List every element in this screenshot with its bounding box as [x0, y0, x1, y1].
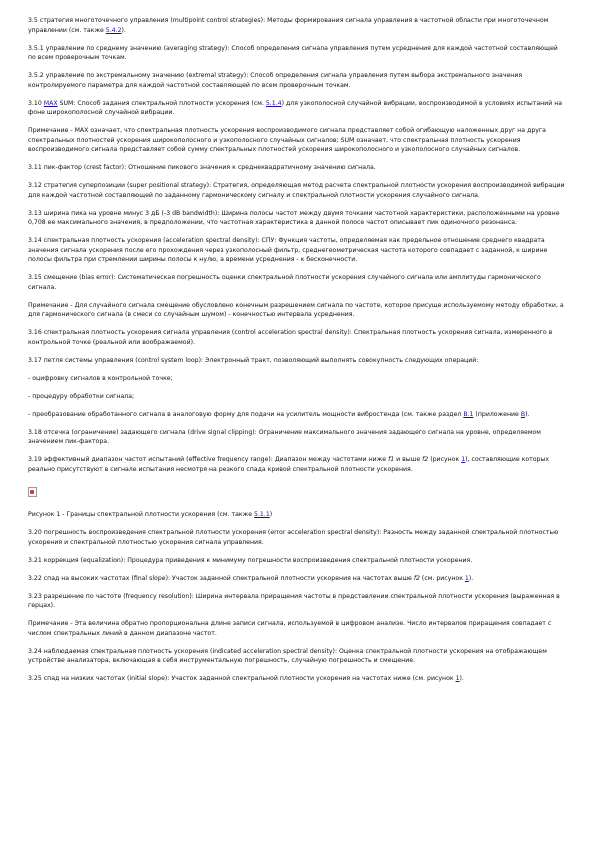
paragraph-3-22: 3.22 спад на высоких частотах (final slope): Участок заданной спектральной плотности ускорения на частотах выше f2 (см. рисунок 1). [28, 574, 474, 582]
link-figure-1[interactable]: 1 [464, 574, 469, 582]
list-item-digitization: - оцифровку сигналов в контрольной точке; [28, 374, 173, 382]
paragraph-3-14: 3.14 спектральная плотность ускорения (acceleration spectral density): СПУ: Функция частоты, определяемая как предельное отношение среднего квадрата значения сигнала ускорения после его прохождения через узкополосный фильтр, среднегеометрическая частота которого совпадает с заданной, к ширине полосы фильтра при стремлении ширины полосы к нулю, а времени усреднения - к бесконечности. [28, 237, 548, 263]
paragraph-3-16: 3.16 спектральная плотность ускорения сигнала управления (control acceleration spectral density): Спектральная плотность ускорения сигнала, измеренного в контрольной точке (реальной или воображаемой). [28, 329, 553, 346]
list-item-processing: - процедуру обработки сигнала; [28, 392, 135, 400]
note-frequency-resolution: Примечание - Эта величина обратно пропорциональна длине записи сигнала, используемой в цифровом анализе. Число интервалов приращения совпадает с числом спектральных линий в данном диапазоне частот. [28, 620, 552, 637]
paragraph-3-15: 3.15 смещение (bias error): Систематическая погрешность оценки спектральной плотности ускорения случайного сигнала или амплитуды гармонического сигнала. [28, 274, 541, 291]
paragraph-3-5-2: 3.5.2 управление по экстремальному значению (extremal strategy): Способ определения сигнала управления путем выбора экстремального значения контролируемого параметра для каждой частотной составляющей по всем проверочным точкам. [28, 72, 523, 89]
paragraph-3-19: 3.19 эффективный диапазон частот испытаний (effective frequency range): Диапазон между частотами ниже f1 и выше f2 (рисунок 1), составляющие которых реально присутствуют в сигнале испытания несмотря на резкого спада кривой спектральной плотности ускорения. [28, 456, 550, 473]
note-max-sum: Примечание - MAX означает, что спектральная плотность ускорения воспроизводимого сигнала представляет собой огибающую наложенных друг на друга спектральных плотностей ускорения широкополосного и узкополосного случайных сигналов; SUM означает, что спектральная плотность ускорения воспроизводимого сигнала представляет собой сумму спектральных плотностей ускорения широкополосного и узкополосного случайных сигналов. [28, 127, 546, 153]
note-bias-error: Примечание - Для случайного сигнала смещение обусловлено конечным разрешением сигнала по частоте, которое присуще используемому методу обработки, а для гармонического сигнала (в смеси со случайным шумом) - конечностью интервала усреднения. [28, 301, 564, 318]
link-5-1-4[interactable]: 5.1.4 [265, 99, 282, 107]
paragraph-3-5: 3.5 стратегия многоточечного управления (multipoint control strategies): Методы формирования сигнала управления в частотной области при многоточечном управлении (см. также 5.4.2). [28, 17, 549, 34]
paragraph-3-18: 3.18 отсечка (ограничение) задающего сигнала (drive signal clipping): Ограничение максимального значения задающего сигнала на уровне, определяемом значением пик-фактора. [28, 428, 541, 445]
paragraph-3-12: 3.12 стратегия суперпозиции (super positional strategy): Стратегия, определяющая метод расчета спектральной плотности ускорения воспроизводимой вибрации для каждой частотной составляющей по заданному гармоническому сигналу и спектральной плотности ускорения случайного сигнала. [28, 182, 565, 199]
paragraph-3-23: 3.23 разрешение по частоте (frequency resolution): Ширина интервала приращения частоты в представлении спектральной плотности ускорения (выраженная в герцах). [28, 592, 560, 609]
link-appendix-b[interactable]: В [520, 410, 526, 418]
link-5-4-2[interactable]: 5.4.2 [105, 26, 122, 34]
paragraph-3-17: 3.17 петля системы управления (control system loop): Электронный тракт, позволяющий выполнять совокупность следующих операций: [28, 356, 479, 364]
paragraph-3-5-1: 3.5.1 управление по среднему значению (averaging strategy): Способ определения сигнала управления путем усреднения для каждой частотной составляющей по всем проверочным точкам. [28, 44, 558, 61]
link-figure-1[interactable]: 1 [455, 675, 460, 682]
link-max[interactable]: MAX [43, 99, 58, 107]
paragraph-3-21: 3.21 коррекция (equalization): Процедура приведения к минимуму погрешности воспроизведения спектральной плотности ускорения. [28, 556, 473, 564]
paragraph-3-10: 3.10 MAX SUM: Способ задания спектральной плотности ускорения (см. 5.1.4) для узкополосной случайной вибрации, воспроизводимой в условиях испытаний на фоне широкополосной случайной вибрации. [28, 99, 563, 116]
link-5-1-1[interactable]: 5.1.1 [254, 511, 270, 518]
paragraph-3-20: 3.20 погрешность воспроизведения спектральной плотности ускорения (error acceleration spectral density): Разность между заданной спектральной плотностью ускорения и спектральной плотностью ускорения сигнала управления. [28, 529, 559, 546]
figure-caption: Рисунок 1 - Границы спектральной плотности ускорения (см. также 5.1.1) [28, 511, 273, 518]
paragraph-3-11: 3.11 пик-фактор (crest factor): Отношение пикового значения к среднеквадратичному значению сигнала. [28, 164, 376, 171]
paragraph-3-25: 3.25 спад на низких частотах (initial slope): Участок заданной спектральной плотности ускорения на частотах ниже (см. рисунок 1). [28, 675, 464, 682]
link-b-1[interactable]: В.1 [463, 410, 474, 418]
list-item-conversion: - преобразование обработанного сигнала в аналоговую форму для подачи на усилитель мощности вибростенда (см. также раздел В.1 (приложение В). [28, 410, 530, 418]
broken-image-icon [28, 487, 37, 497]
paragraph-3-13: 3.13 ширина пика на уровне минус 3 дБ (-3 dB bandwidth): Ширина полосы частот между двумя точками частотной характеристики, расположенными на уровне 0,708 ее максимального значения, в предположении, что частотная характеристика в данной полосе частот описывает пик одиночного резонанса. [28, 209, 560, 226]
paragraph-3-24: 3.24 наблюдаемая спектральная плотность ускорения (indicated acceleration spectral density): Оценка спектральной плотности ускорения на отображающем устройстве анализатора, включающая в себя инструментальную погрешность, случайную погрешность и смещение. [28, 647, 547, 664]
link-figure-1[interactable]: 1 [461, 456, 466, 463]
